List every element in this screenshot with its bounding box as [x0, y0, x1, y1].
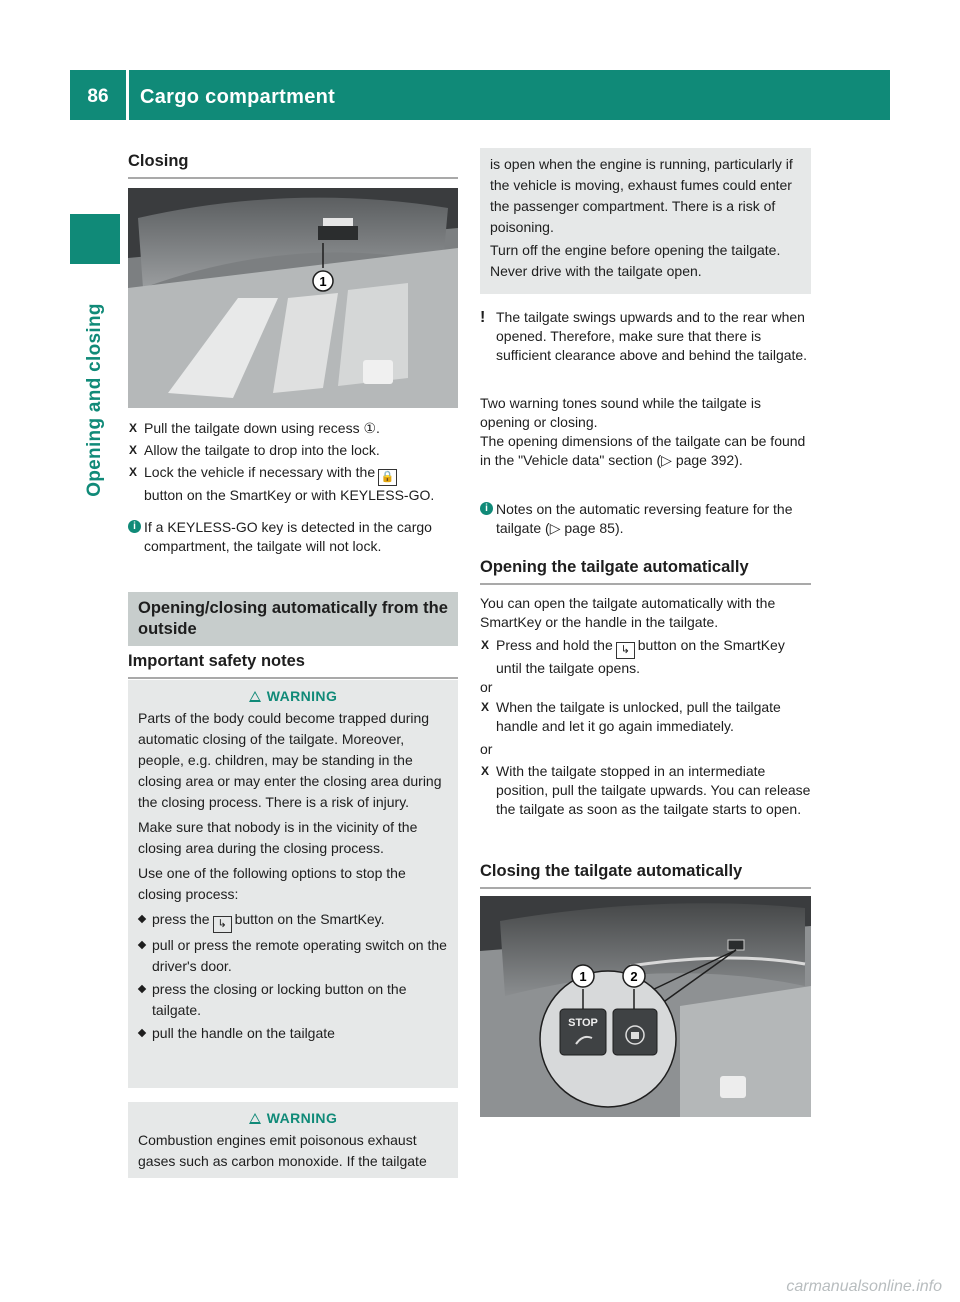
closing-auto-heading: Closing the tailgate automatically	[480, 862, 811, 889]
step-arrow-icon: X	[481, 700, 490, 714]
or-separator: or	[480, 679, 493, 695]
bullet-item: pull or press the remote operating switch on the driver's door.	[138, 935, 448, 977]
warning-icon	[249, 1113, 261, 1124]
bullet-item: press the closing or locking button on the tailgate.	[138, 979, 448, 1021]
paragraph-opening-intro: You can open the tailgate automatically with the SmartKey or the handle in the tailgate.	[480, 595, 776, 630]
section-title-opening-closing: Opening/closing automatically from the outside	[128, 592, 458, 646]
step-pull-down: X Pull the tailgate down using recess ①.	[129, 420, 380, 436]
tailgate-key-icon: ↳	[616, 642, 635, 659]
step-arrow-icon: X	[481, 764, 490, 778]
tailgate-buttons-image	[480, 896, 811, 1117]
step-arrow-icon: X	[129, 443, 138, 457]
step-pull-handle: X When the tailgate is unlocked, pull the tailgate handle and let it go again immediately.	[481, 699, 781, 734]
tailgate-closing-image	[128, 188, 458, 408]
step-arrow-icon: X	[481, 638, 490, 652]
side-tab-label: Opening and closing	[84, 303, 105, 497]
step-press-hold: X Press and hold the ↳ button on the SmartKey until the tailgate opens.	[481, 637, 785, 676]
warning-text: Combustion engines emit poisonous exhaust gases such as carbon monoxide. If the tailgate	[138, 1132, 427, 1169]
warning-box-trapping: WARNING Parts of the body could become trapped during automatic closing of the tailgate. Moreover, people, e.g. children, may be standing in the closing area or may enter the closing area during the closing process. There is a risk of injury. Make sure that nobody is in the vicinity of the closing area during the closing process. Use one of the following options to stop the closing process: press the ↳ button on the SmartKey. pull or press the remote operating switch on the driver's door. press the closing or locking button on the tailgate. pull the handle on the tailgate	[128, 680, 458, 1088]
bullet-item: press the ↳ button on the SmartKey.	[138, 909, 448, 933]
step-intermediate: X With the tailgate stopped in an intermediate position, pull the tailgate upwards. You can release the tailgate as soon as the tailgate starts to open.	[481, 763, 811, 817]
header-divider	[126, 70, 129, 120]
info-automatic-reversing: i Notes on the automatic reversing feature for the tailgate (▷ page 85).	[480, 500, 811, 538]
paragraph-warning-tones: Two warning tones sound while the tailgate is opening or closing.	[480, 395, 761, 430]
page-number: 86	[87, 86, 109, 107]
opening-auto-heading: Opening the tailgate automatically	[480, 558, 811, 585]
or-separator: or	[480, 741, 493, 757]
lock-key-icon: 🔒	[378, 469, 397, 486]
info-icon: i	[480, 502, 493, 515]
paragraph-opening-dimensions: The opening dimensions of the tailgate can be found in the "Vehicle data" section (▷ page 392).	[480, 433, 806, 468]
page-header	[70, 70, 890, 120]
note-clearance: ! The tailgate swings upwards and to the rear when opened. Therefore, make sure that there is sufficient clearance above and behind the tailgate.	[480, 309, 808, 363]
step-drop-lock: X Allow the tailgate to drop into the lock.	[129, 442, 380, 458]
info-icon: i	[128, 520, 141, 533]
tailgate-key-icon: ↳	[213, 916, 232, 933]
footer-watermark: carmanualsonline.info	[786, 1278, 942, 1295]
closing-heading: Closing	[128, 152, 458, 179]
step-arrow-icon: X	[129, 465, 138, 479]
warning-text: Make sure that nobody is in the vicinity of the closing area during the closing process.	[138, 819, 418, 856]
warning-box-exhaust-continued	[480, 148, 811, 294]
step-lock-vehicle: X Lock the vehicle if necessary with the 🔒 button on the SmartKey or with KEYLESS-GO.	[129, 464, 435, 503]
callout-1: 1	[319, 274, 327, 289]
stop-label: STOP	[568, 1017, 598, 1029]
warning-text: Use one of the following options to stop the closing process:	[138, 865, 406, 902]
callout-1: 1	[579, 969, 587, 984]
chapter-title: Cargo compartment	[140, 86, 336, 108]
info-keyless-go: i If a KEYLESS-GO key is detected in the cargo compartment, the tailgate will not lock.	[128, 518, 458, 556]
warning-text: is open when the engine is running, particularly if the vehicle is moving, exhaust fumes could enter the passenger compartment. There is a risk of poisoning.	[490, 156, 793, 235]
warning-text: Turn off the engine before opening the tailgate. Never drive with the tailgate open.	[490, 242, 781, 279]
caution-icon: !	[480, 309, 486, 326]
warning-box-exhaust: WARNING Combustion engines emit poisonous exhaust gases such as carbon monoxide. If the tailgate	[128, 1102, 458, 1178]
step-arrow-icon: X	[129, 421, 138, 435]
warning-icon	[249, 691, 261, 702]
side-tab-marker	[70, 214, 120, 264]
safety-notes-heading: Important safety notes	[128, 652, 458, 679]
bullet-item: pull the handle on the tailgate	[138, 1023, 448, 1044]
warning-text: Parts of the body could become trapped during automatic closing of the tailgate. Moreover, people, e.g. children, may be standing in the closing area or may enter the closing area during the closing process. There is a risk of injury.	[138, 710, 442, 810]
callout-2: 2	[630, 969, 638, 984]
